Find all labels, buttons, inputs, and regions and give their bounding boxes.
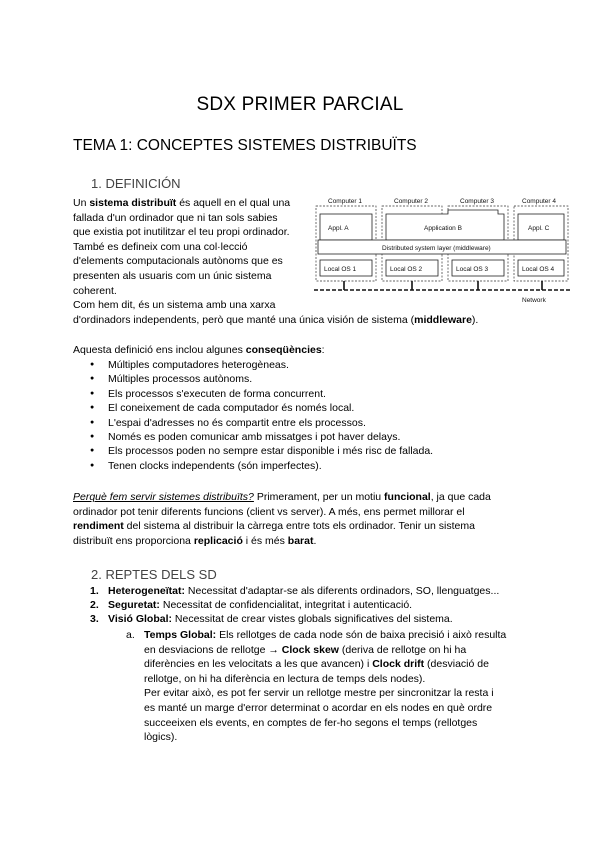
document-title: SDX PRIMER PARCIAL [196,94,404,115]
global-time-line-7: succeeixen els events, en comptes de fer-ho segons el temps (rellotges [144,716,478,729]
global-time-item: a. Temps Global: Els rellotges de cada node són de baixa precisió i això resulta en desviacions de rellotge → Clock skew (deriva de rellotge on hi ha diferències en les velocitats a les que avancen) i Clock drift (desviació de rellotge, on hi ha diferència en lectura de temps dels nodes). Per evitar això, es pot fer servir un rellotge mestre per sincronitzar la resta i es manté un marge d'error determinat o acordar en els nodes en què ordre succeeixen els events, en comptes de fer-ho segons el temps (rellotges lògics). [126,628,528,745]
diagram-network-label: Network [522,297,546,304]
list-item: 2. Seguretat: Necessitat de confidencialitat, integritat i autenticació. [90,599,413,611]
def-line-6: presenten als usuaris com un únic sistema [73,269,272,282]
list-item: ● Només es poden comunicar amb missatges i pot haver delays. [90,430,433,444]
def-line-8: Com hem dit, és un sistema amb una xarxa [73,299,276,312]
why-line-2: ordinador pot tenir diferents funcions (client vs server). A més, ens permet millorar el [73,505,465,518]
diagram-computer-2-label: Computer 2 [394,198,428,205]
diagram-middleware-label: Distributed system layer (middleware) [382,245,491,252]
why-question: Perquè fem servir sistemes distribuïts? [73,491,254,503]
why-line-3: rendiment del sistema al distribuir la càrrega entre tots els ordinador. Tenir un sistema [73,520,475,533]
global-time-line-5: Per evitar això, es pot fer servir un rellotge mestre per sincronitzar la resta i [144,687,494,700]
section2-heading: 2. REPTES DELS SD [91,567,217,582]
list-item: ● El coneixement de cada computador és només local. [90,401,433,415]
diagram-os-4-label: Local OS 4 [522,266,555,273]
list-item: ● Múltiples processos autònoms. [90,372,433,386]
def-line-4: També es defineix com una col·lecció [73,240,248,253]
distributed-system-diagram [314,196,570,304]
why-line-4: distribuït ens proporciona replicació i és més barat. [73,534,317,547]
tema1-heading: TEMA 1: CONCEPTES SISTEMES DISTRIBUÏTS [73,137,417,154]
list-item: ● Tenen clocks independents (són imperfectes). [90,459,433,473]
list-item: 3. Visió Global: Necessitat de crear vistes globals significatives del sistema. [90,613,453,625]
diagram-app-b-label: Application B [424,225,462,232]
diagram-os-3-label: Local OS 3 [456,266,489,273]
global-time-line-8: lògics). [144,731,178,744]
list-item: ● Els processos s'executen de forma concurrent. [90,387,433,401]
consequences-list [90,358,433,473]
global-time-line-4: rellotge, on hi ha diferència en lectura de temps dels nodes). [144,672,426,685]
global-time-line-2: en desviacions de rellotge → Clock skew (deriva de rellotge on hi ha [144,643,467,656]
consequences-intro: Aquesta definició ens inclou algunes conseqüències: [73,344,325,356]
diagram-app-a-label: Appl. A [328,225,349,232]
why-line-1: Perquè fem servir sistemes distribuïts? Primerament, per un motiu funcional, ja que cada [73,491,491,503]
section1-heading: 1. DEFINICIÓN [91,176,181,191]
global-time-line-1: Temps Global: Els rellotges de cada node són de baixa precisió i això resulta [144,629,507,641]
diagram-app-c-label: Appl. C [528,225,550,232]
diagram-computer-1-label: Computer 1 [328,198,362,205]
def-line-2: fallada d'un ordinador que ni tan sols sabies [73,211,278,224]
def-line-1: Un sistema distribuït és aquell en el qual una [73,197,291,209]
diagram-computer-3-label: Computer 3 [460,198,494,205]
list-item: ● Múltiples computadores heterogèneas. [90,358,433,372]
diagram-os-2-label: Local OS 2 [390,266,423,273]
list-item: ● Els processos poden no sempre estar disponible i més risc de fallada. [90,444,433,458]
challenges-list [90,584,499,626]
def-line-9: d'ordinadors independents, però que manté una única visión de sistema (middleware). [73,313,479,326]
list-item: ● L'espai d'adresses no és compartit entre els processos. [90,416,433,430]
why-paragraph [73,490,525,548]
diagram-os-1-label: Local OS 1 [324,266,357,273]
def-line-5: d'elements computacionals autònoms que es [73,255,283,268]
global-time-line-3: diferències en les velocitats a les que avancen) i Clock drift (desviació de [144,658,489,671]
diagram-computer-4-label: Computer 4 [522,198,556,205]
global-time-line-6: es manté un marge d'error determinat o acordar en els nodes en què ordre [144,701,493,714]
list-item: 1. Heterogeneïtat: Necessitat d'adaptar-se als diferents ordinadors, SO, llenguatges... [90,585,500,597]
def-line-7: coherent. [73,284,117,297]
def-line-3: que existia pot inutilitzar el teu propi ordinador. [73,226,290,239]
